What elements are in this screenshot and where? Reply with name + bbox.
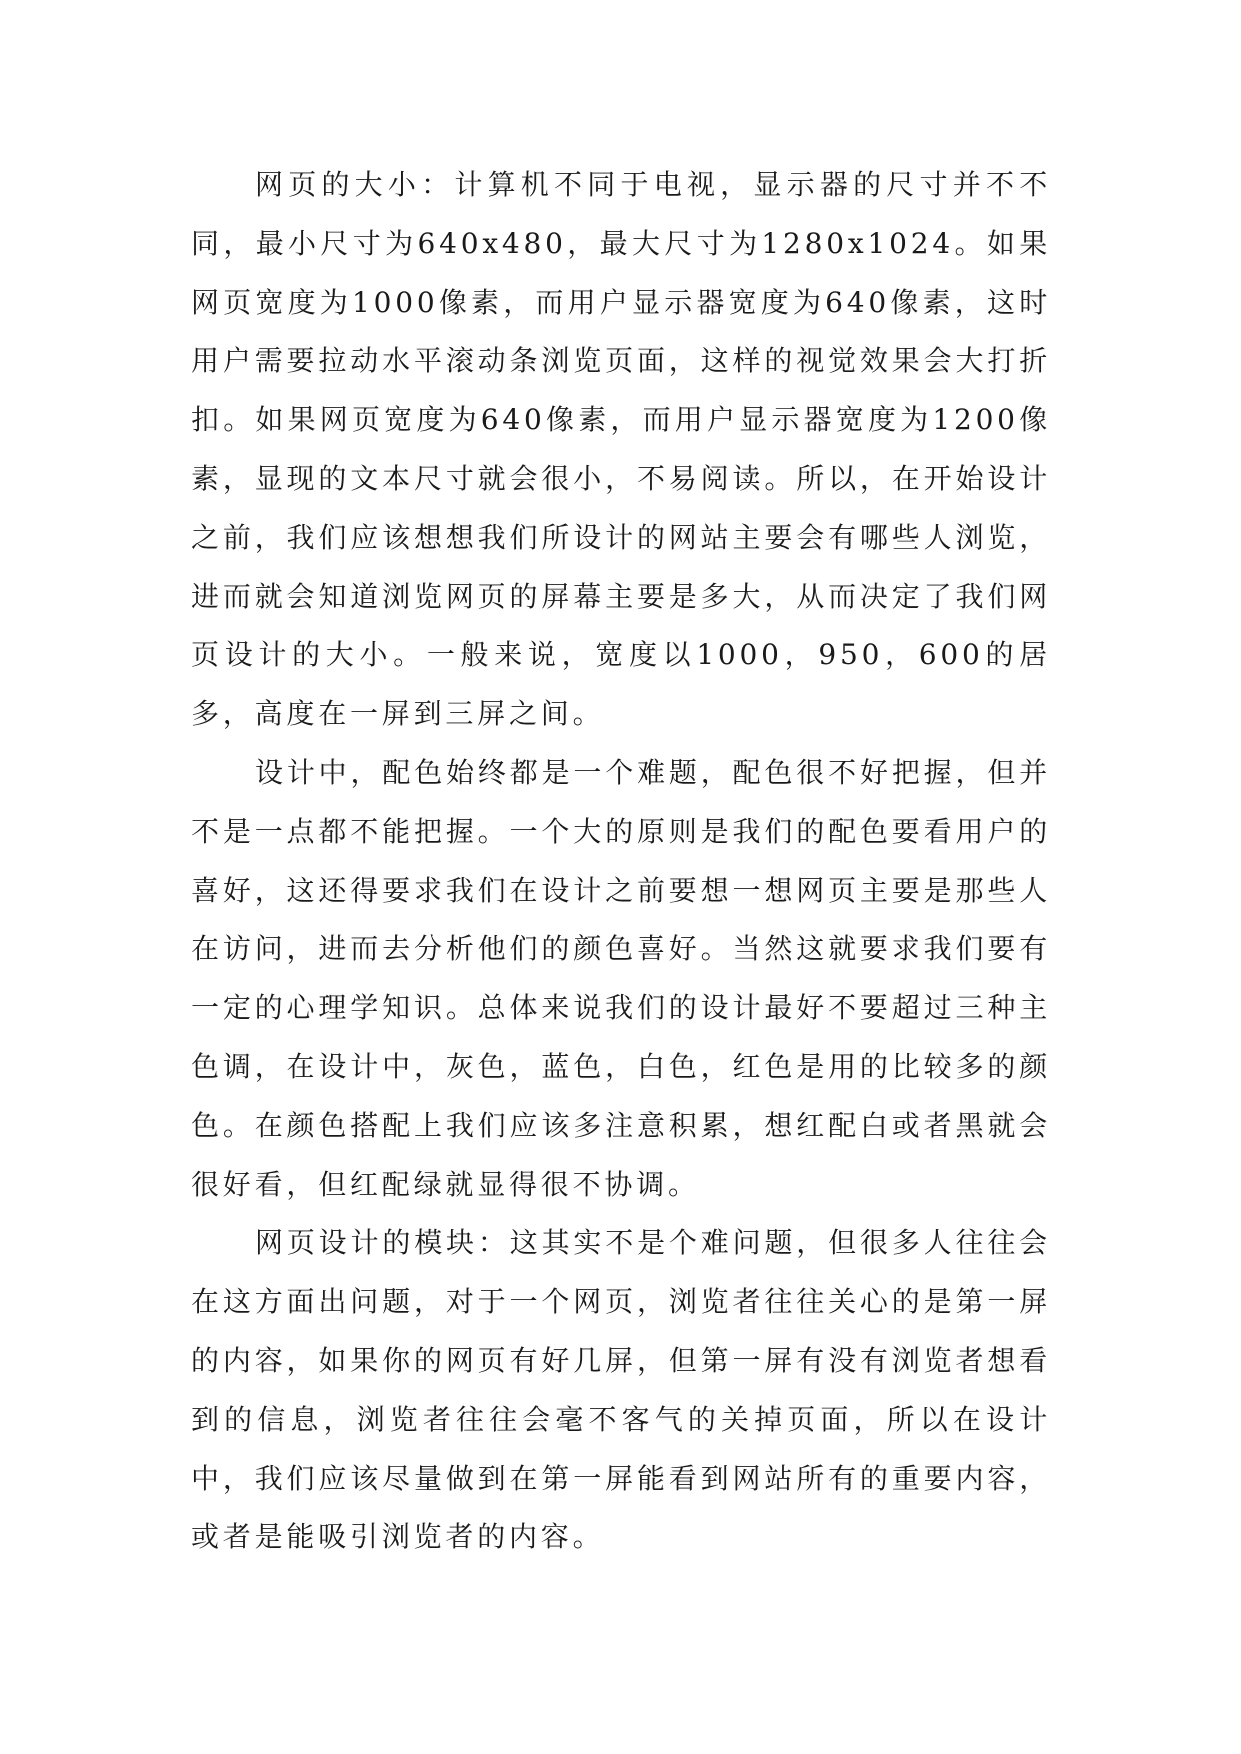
paragraph-page-modules: 网页设计的模块：这其实不是个难问题，但很多人往往会在这方面出问题，对于一个网页，浏览者往往关心的是第一屏的内容，如果你的网页有好几屏，但第一屏有没有浏览者想看到的信息，浏览者往往会毫不客气的关掉页面，所以在设计中，我们应该尽量做到在第一屏能看到网站所有的重要内容，或者是能吸引浏览者的内容。 bbox=[191, 1226, 1051, 1554]
paragraph-color-scheme: 设计中，配色始终都是一个难题，配色很不好把握，但并不是一点都不能把握。一个大的原则是我们的配色要看用户的喜好，这还得要求我们在设计之前要想一想网页主要是那些人在访问，进而去分析他们的颜色喜好。当然这就要求我们要有一定的心理学知识。总体来说我们的设计最好不要超过三种主色调，在设计中，灰色，蓝色，白色，红色是用的比较多的颜色。在颜色搭配上我们应该多注意积累，想红配白或者黑就会很好看，但红配绿就显得很不协调。 bbox=[191, 755, 1051, 1201]
document-body bbox=[191, 156, 1051, 1567]
paragraph-page-size: 网页的大小：计算机不同于电视，显示器的尺寸并不不同，最小尺寸为640x480，最大尺寸为1280x1024。如果网页宽度为1000像素，而用户显示器宽度为640像素，这时用户需要拉动水平滚动条浏览页面，这样的视觉效果会大打折扣。如果网页宽度为640像素，而用户显示器宽度为1200像素，显现的文本尺寸就会很小，不易阅读。所以，在开始设计之前，我们应该想想我们所设计的网站主要会有哪些人浏览，进而就会知道浏览网页的屏幕主要是多大，从而决定了我们网页设计的大小。一般来说，宽度以1000，950，600的居多，高度在一屏到三屏之间。 bbox=[191, 168, 1051, 731]
